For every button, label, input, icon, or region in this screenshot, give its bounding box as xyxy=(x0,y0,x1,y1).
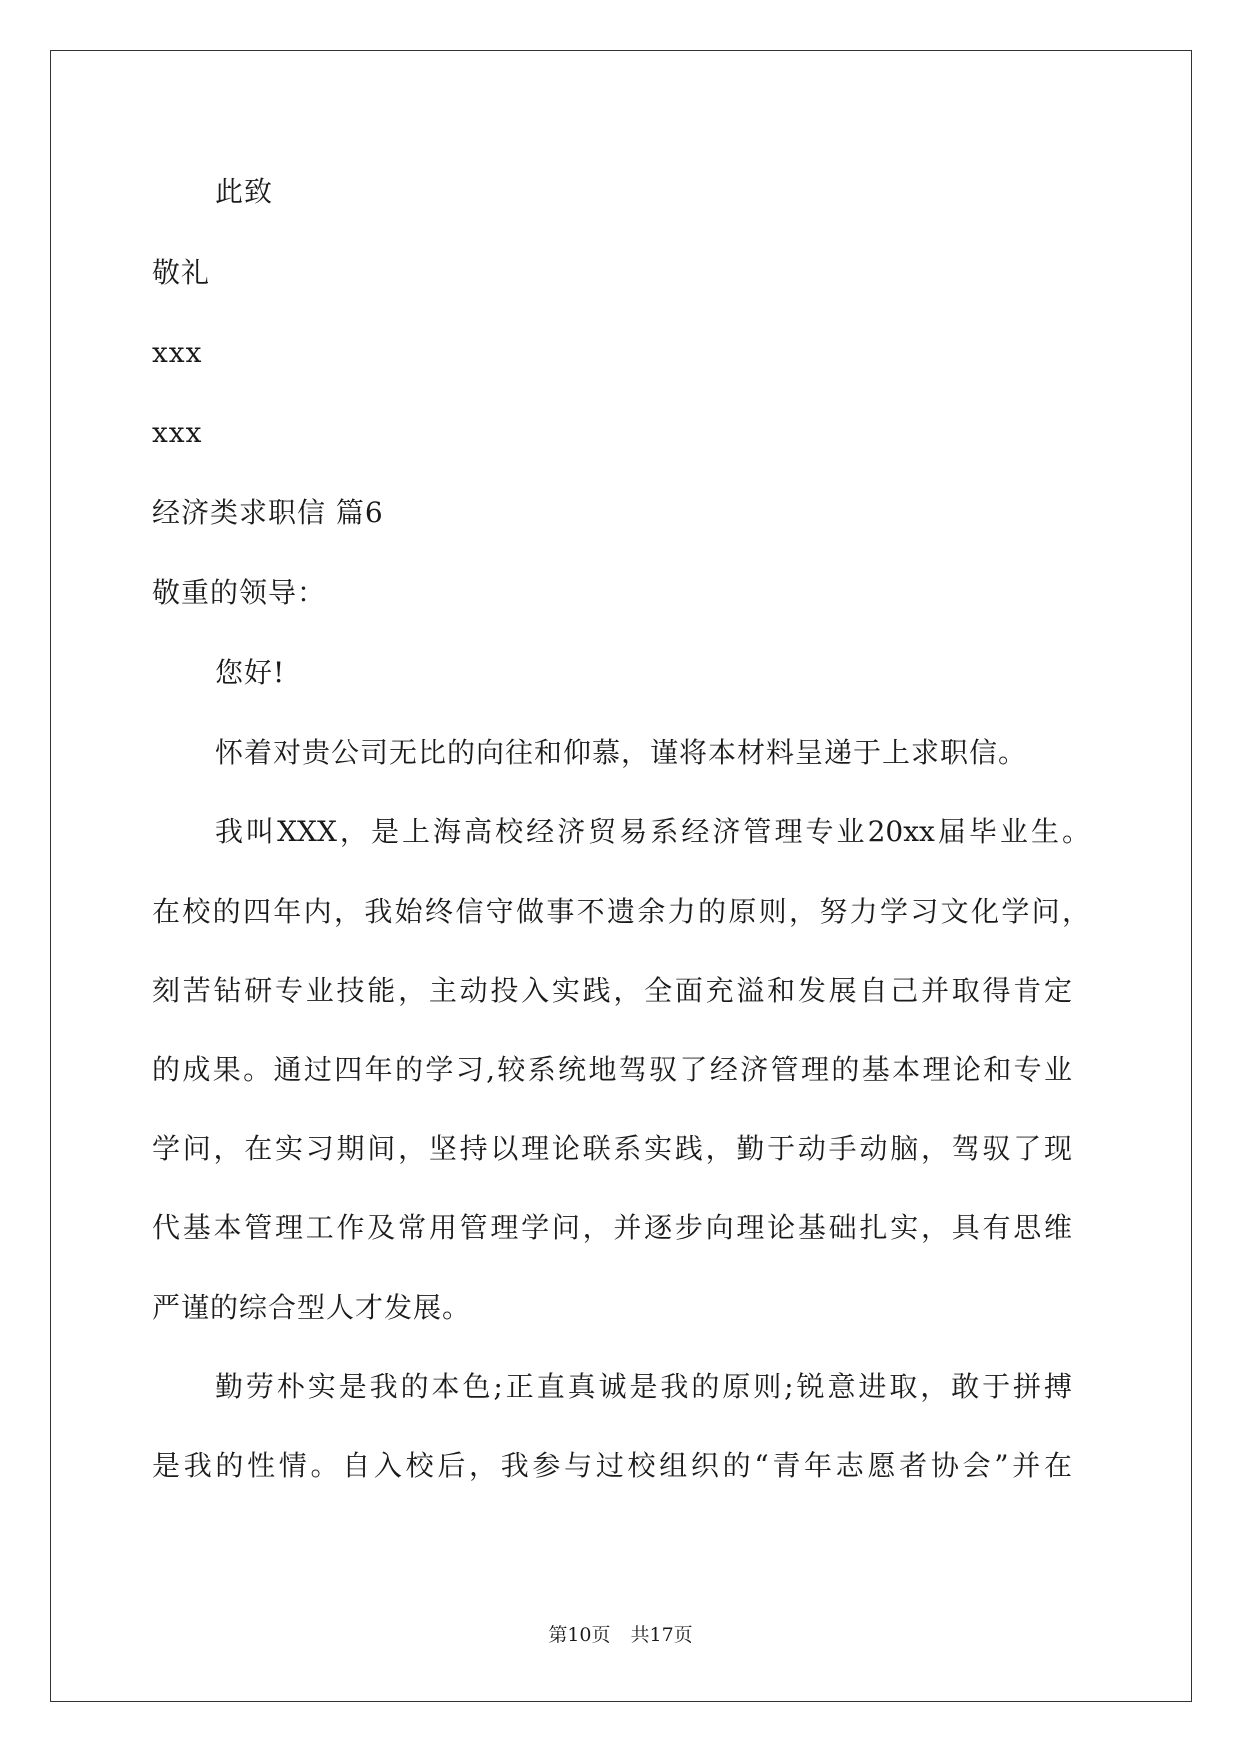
paragraph-line: 的成果。通过四年的学习,较系统地驾驭了经济管理的基本理论和专业 xyxy=(152,1053,1072,1086)
paragraph-line: 代基本管理工作及常用管理学问，并逐步向理论基础扎实，具有思维 xyxy=(152,1211,1072,1244)
paragraph-line: 我叫XXX，是上海高校经济贸易系经济管理专业20xx届毕业生。 xyxy=(215,815,1090,848)
closing-regards: 敬礼 xyxy=(152,256,211,289)
paragraph-line: 严谨的综合型人才发展。 xyxy=(152,1291,472,1324)
total-pages: 共17页 xyxy=(630,1624,693,1646)
paragraph-line: 学问，在实习期间，坚持以理论联系实践，勤于动手动脑，驾驭了现 xyxy=(152,1132,1072,1165)
closing-salutation: 此致 xyxy=(215,175,274,208)
page-footer xyxy=(0,1622,1241,1648)
paragraph-line: 在校的四年内，我始终信守做事不遗余力的原则，努力学习文化学问， xyxy=(152,895,1090,928)
signature-name: xxx xyxy=(152,336,203,369)
signature-date: xxx xyxy=(152,416,203,449)
page-number: 第10页 xyxy=(548,1624,611,1646)
paragraph-line: 是我的性情。自入校后，我参与过校组织的“青年志愿者协会”并在 xyxy=(152,1449,1072,1482)
paragraph-line: 刻苦钻研专业技能，主动投入实践，全面充溢和发展自己并取得肯定 xyxy=(152,974,1072,1007)
paragraph-line: 勤劳朴实是我的本色;正直真诚是我的原则;锐意进取，敢于拼搏 xyxy=(215,1370,1072,1403)
letter-salutation: 敬重的领导： xyxy=(152,576,327,609)
section-heading: 经济类求职信 篇6 xyxy=(152,496,384,529)
greeting-line: 您好! xyxy=(215,656,286,689)
paragraph-line: 怀着对贵公司无比的向往和仰慕，谨将本材料呈递于上求职信。 xyxy=(215,736,1028,769)
